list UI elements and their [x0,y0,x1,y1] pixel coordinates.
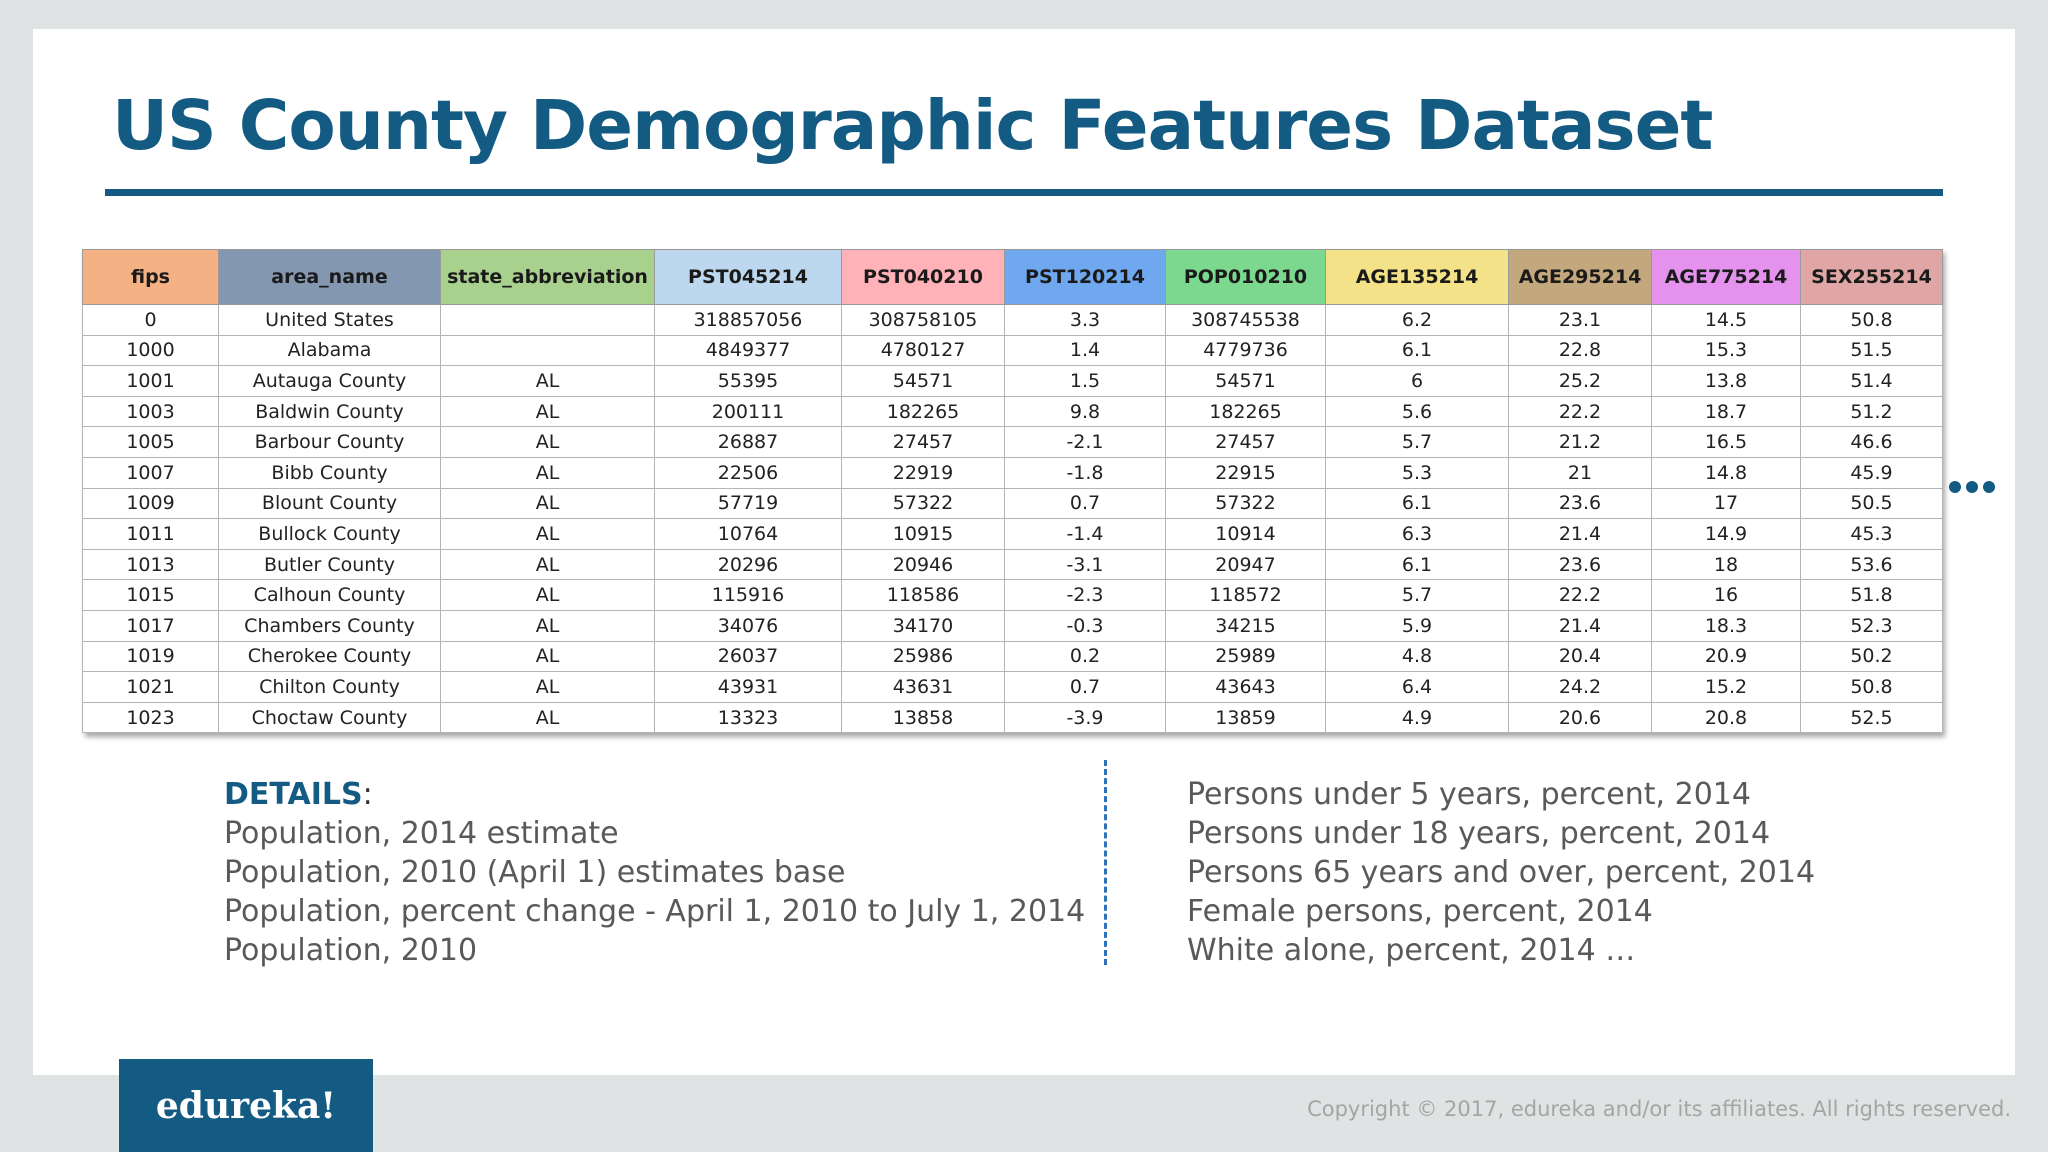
table-cell: 4.9 [1326,702,1509,733]
table-cell: 182265 [1166,396,1326,427]
table-cell: 1001 [83,366,219,397]
table-cell: 308745538 [1166,305,1326,336]
table-body [83,305,1943,733]
details-right-item: Persons under 5 years, percent, 2014 [1187,777,1751,812]
table-row [83,457,1943,488]
table-cell: 34076 [655,610,842,641]
table-cell: 25986 [842,641,1005,672]
table-cell: 6.3 [1326,519,1509,550]
table-cell: 22.2 [1509,396,1652,427]
table-cell: 1003 [83,396,219,427]
table-cell: 15.3 [1652,335,1801,366]
table-cell: 6.4 [1326,672,1509,703]
dataset-table-container [82,249,1942,733]
dot [1949,481,1961,493]
table-cell: Baldwin County [219,396,441,427]
table-cell: 5.3 [1326,457,1509,488]
table-cell: 1015 [83,580,219,611]
table-cell: 20.8 [1652,702,1801,733]
table-cell: 23.6 [1509,488,1652,519]
dataset-table [82,249,1943,733]
table-cell: 1021 [83,672,219,703]
table-cell: 10914 [1166,519,1326,550]
table-cell: -3.9 [1005,702,1166,733]
details-left-item: Population, 2010 [224,933,478,968]
table-cell: Alabama [219,335,441,366]
table-header-row [83,250,1943,305]
table-cell: 200111 [655,396,842,427]
table-cell: 51.2 [1801,396,1943,427]
table-cell: 18.3 [1652,610,1801,641]
table-cell: 1005 [83,427,219,458]
table-cell: 1000 [83,335,219,366]
table-cell: 43631 [842,672,1005,703]
table-cell: 13858 [842,702,1005,733]
table-row [83,366,1943,397]
details-left-column [224,775,1085,970]
table-cell: Bibb County [219,457,441,488]
table-cell: 57322 [1166,488,1326,519]
table-cell: 3.3 [1005,305,1166,336]
table-cell: -1.4 [1005,519,1166,550]
table-cell: 118586 [842,580,1005,611]
table-cell: AL [441,488,655,519]
table-cell: AL [441,457,655,488]
table-cell: 5.7 [1326,427,1509,458]
table-cell: 4.8 [1326,641,1509,672]
details-left-item: Population, 2010 (April 1) estimates base [224,855,846,890]
more-horizontal-icon [1949,481,1995,493]
table-cell: 50.2 [1801,641,1943,672]
details-right-item: Persons 65 years and over, percent, 2014 [1187,855,1816,890]
table-cell: 10915 [842,519,1005,550]
table-cell: 34215 [1166,610,1326,641]
table-cell: AL [441,702,655,733]
table-cell: 14.9 [1652,519,1801,550]
table-cell: 1.4 [1005,335,1166,366]
table-row [83,335,1943,366]
table-cell: 51.4 [1801,366,1943,397]
table-cell: 27457 [1166,427,1326,458]
table-cell: 46.6 [1801,427,1943,458]
table-cell: 50.8 [1801,305,1943,336]
table-cell: AL [441,519,655,550]
table-cell: Barbour County [219,427,441,458]
table-cell: 0.2 [1005,641,1166,672]
table-cell: 5.6 [1326,396,1509,427]
table-cell: Chilton County [219,672,441,703]
table-cell: -0.3 [1005,610,1166,641]
table-cell: 52.3 [1801,610,1943,641]
table-cell: 1023 [83,702,219,733]
details-heading [224,775,1085,814]
table-cell: 51.5 [1801,335,1943,366]
table-cell: Bullock County [219,519,441,550]
table-cell: Choctaw County [219,702,441,733]
table-cell: -1.8 [1005,457,1166,488]
table-cell: Autauga County [219,366,441,397]
column-header: PST045214 [655,250,842,305]
table-cell: 20.6 [1509,702,1652,733]
details-left-item: Population, 2014 estimate [224,816,619,851]
table-cell: 0 [83,305,219,336]
column-header: AGE295214 [1509,250,1652,305]
table-cell: 4779736 [1166,335,1326,366]
column-header: PST040210 [842,250,1005,305]
table-cell: 25989 [1166,641,1326,672]
column-header: PST120214 [1005,250,1166,305]
table-cell: 21.2 [1509,427,1652,458]
table-cell [441,305,655,336]
table-cell: AL [441,366,655,397]
table-cell: 13859 [1166,702,1326,733]
table-cell: 10764 [655,519,842,550]
table-cell: 9.8 [1005,396,1166,427]
table-cell: 22.8 [1509,335,1652,366]
table-row [83,672,1943,703]
table-cell: AL [441,610,655,641]
table-cell: 22919 [842,457,1005,488]
table-cell: 21.4 [1509,610,1652,641]
table-row [83,305,1943,336]
dot [1983,481,1995,493]
table-cell: 20947 [1166,549,1326,580]
table-cell: 4849377 [655,335,842,366]
table-cell: Cherokee County [219,641,441,672]
table-cell: 27457 [842,427,1005,458]
table-row [83,641,1943,672]
table-row [83,549,1943,580]
table-cell: 45.9 [1801,457,1943,488]
copyright-notice: Copyright © 2017, edureka and/or its affiliates. All rights reserved. [1307,1097,2011,1121]
column-header: POP010210 [1166,250,1326,305]
details-right-column [1187,775,1815,970]
logo-text: edureka! [155,1084,337,1127]
table-cell: 14.5 [1652,305,1801,336]
table-cell: 14.8 [1652,457,1801,488]
table-cell: 0.7 [1005,672,1166,703]
table-cell: 18.7 [1652,396,1801,427]
table-cell: 13323 [655,702,842,733]
table-cell: AL [441,396,655,427]
details-heading-colon: : [362,777,373,812]
table-cell: 1011 [83,519,219,550]
column-header: SEX255214 [1801,250,1943,305]
table-cell: Blount County [219,488,441,519]
table-cell: 13.8 [1652,366,1801,397]
table-cell: 43643 [1166,672,1326,703]
details-heading-text: DETAILS [224,777,363,812]
table-cell: AL [441,672,655,703]
table-cell: 51.8 [1801,580,1943,611]
table-cell: -2.3 [1005,580,1166,611]
table-cell: 6 [1326,366,1509,397]
table-cell: -3.1 [1005,549,1166,580]
table-cell: 1007 [83,457,219,488]
table-cell: -2.1 [1005,427,1166,458]
table-cell: 20296 [655,549,842,580]
table-cell: 5.7 [1326,580,1509,611]
table-cell: 182265 [842,396,1005,427]
table-cell: 26887 [655,427,842,458]
details-right-item: Persons under 18 years, percent, 2014 [1187,816,1771,851]
table-cell: 54571 [1166,366,1326,397]
table-cell: 54571 [842,366,1005,397]
table-row [83,488,1943,519]
table-cell: 16.5 [1652,427,1801,458]
column-header: fips [83,250,219,305]
table-cell: 25.2 [1509,366,1652,397]
column-header: area_name [219,250,441,305]
table-row [83,519,1943,550]
table-cell: Calhoun County [219,580,441,611]
table-row [83,427,1943,458]
table-cell: 22506 [655,457,842,488]
table-cell: 50.8 [1801,672,1943,703]
table-cell: 20.9 [1652,641,1801,672]
column-header: state_abbreviation [441,250,655,305]
table-cell: 6.2 [1326,305,1509,336]
table-cell: Chambers County [219,610,441,641]
table-cell: 24.2 [1509,672,1652,703]
table-cell: 5.9 [1326,610,1509,641]
table-cell: 57322 [842,488,1005,519]
table-cell: 23.6 [1509,549,1652,580]
table-cell: 21.4 [1509,519,1652,550]
table-cell: 6.1 [1326,549,1509,580]
table-cell: 17 [1652,488,1801,519]
table-cell: 22915 [1166,457,1326,488]
details-right-item: Female persons, percent, 2014 [1187,894,1653,929]
table-cell: 1019 [83,641,219,672]
table-cell: 26037 [655,641,842,672]
table-cell: 115916 [655,580,842,611]
table-cell: 1009 [83,488,219,519]
edureka-logo [119,1059,373,1152]
table-cell: 4780127 [842,335,1005,366]
details-divider [1104,760,1107,965]
table-cell: 43931 [655,672,842,703]
column-header: AGE775214 [1652,250,1801,305]
table-cell: 55395 [655,366,842,397]
table-cell: 53.6 [1801,549,1943,580]
details-right-item: White alone, percent, 2014 … [1187,933,1636,968]
table-cell: 23.1 [1509,305,1652,336]
table-cell: 52.5 [1801,702,1943,733]
table-cell: 20946 [842,549,1005,580]
table-cell: United States [219,305,441,336]
table-cell: 15.2 [1652,672,1801,703]
table-cell: AL [441,427,655,458]
table-cell: 50.5 [1801,488,1943,519]
table-cell: 1013 [83,549,219,580]
table-cell: 318857056 [655,305,842,336]
column-header: AGE135214 [1326,250,1509,305]
table-cell: 45.3 [1801,519,1943,550]
table-cell: 6.1 [1326,335,1509,366]
table-cell: 57719 [655,488,842,519]
table-cell: AL [441,641,655,672]
table-cell [441,335,655,366]
table-cell: 308758105 [842,305,1005,336]
dot [1966,481,1978,493]
table-cell: Butler County [219,549,441,580]
table-cell: AL [441,549,655,580]
table-row [83,702,1943,733]
table-row [83,396,1943,427]
table-row [83,580,1943,611]
title-underline [105,189,1943,196]
table-cell: 0.7 [1005,488,1166,519]
table-row [83,610,1943,641]
table-cell: 6.1 [1326,488,1509,519]
table-cell: 22.2 [1509,580,1652,611]
table-cell: 16 [1652,580,1801,611]
table-cell: 1.5 [1005,366,1166,397]
table-cell: 34170 [842,610,1005,641]
table-cell: 20.4 [1509,641,1652,672]
table-cell: AL [441,580,655,611]
details-left-item: Population, percent change - April 1, 2010 to July 1, 2014 [224,894,1086,929]
table-cell: 118572 [1166,580,1326,611]
table-cell: 18 [1652,549,1801,580]
table-cell: 1017 [83,610,219,641]
slide-title: US County Demographic Features Dataset [112,86,1713,166]
table-cell: 21 [1509,457,1652,488]
